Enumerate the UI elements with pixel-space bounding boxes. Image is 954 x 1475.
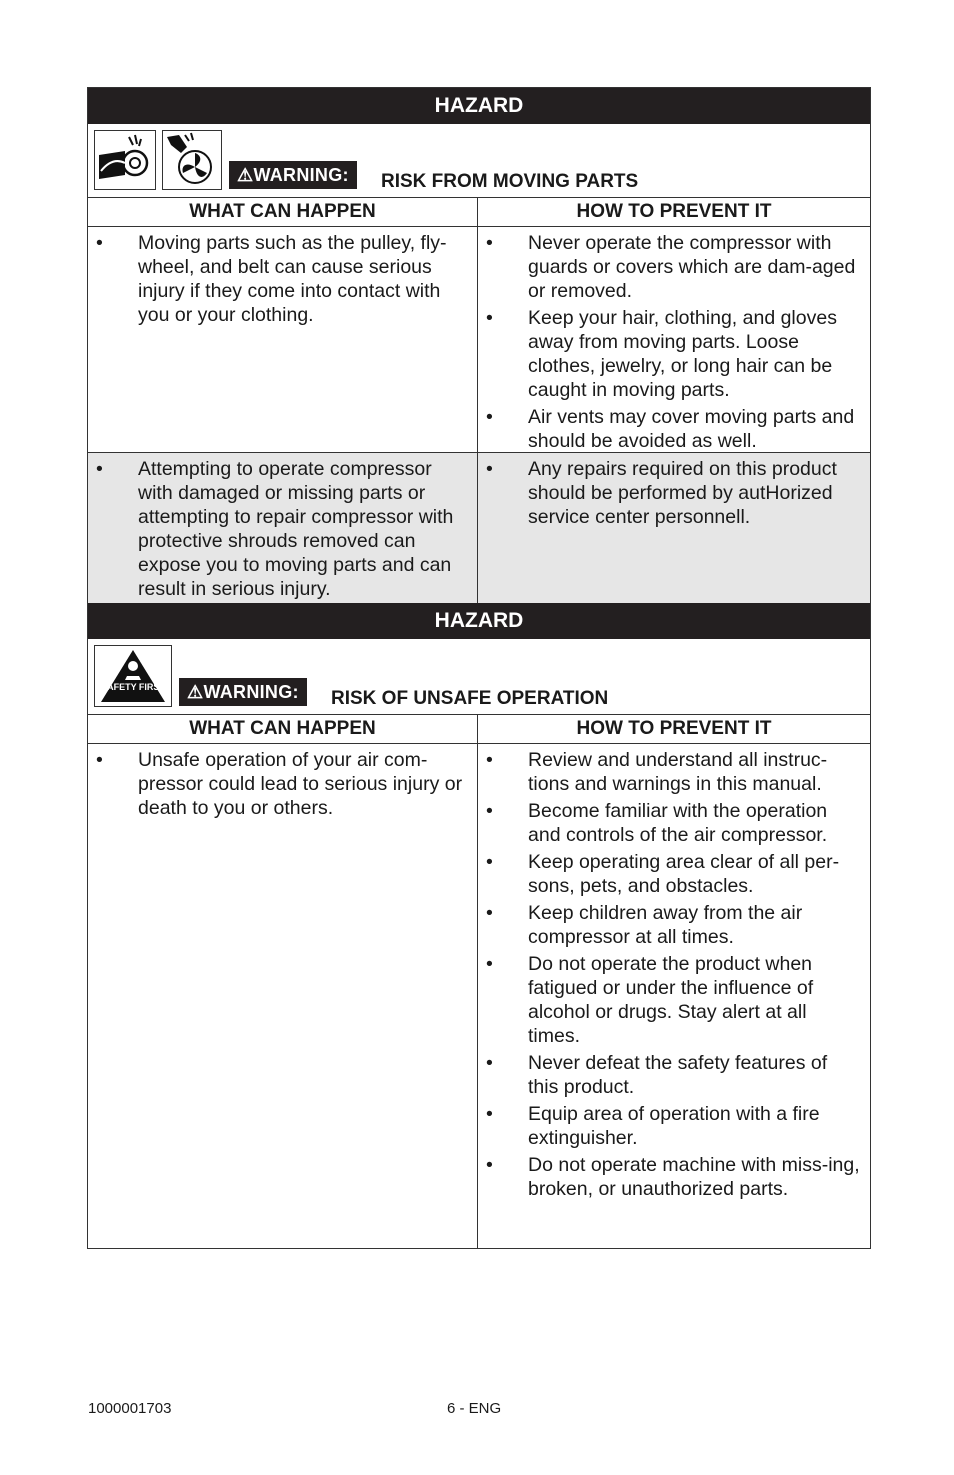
hazard-table	[87, 87, 871, 1249]
col-how-to-prevent: HOW TO PREVENT IT	[576, 201, 772, 222]
list-item: • Unsafe operation of your air com-pressor could lead to serious injury or death to you or others.	[88, 748, 477, 820]
list-item: • Review and understand all instruc-tions and warnings in this manual.	[478, 748, 870, 796]
alert-triangle-icon: ⚠	[237, 165, 254, 185]
risk-title: RISK FROM MOVING PARTS	[381, 171, 639, 192]
table-row	[88, 227, 870, 453]
safety-icon-text: SAFETY FIRST	[101, 682, 165, 692]
list-item: • Attempting to operate compressor with damaged or missing parts or attempting to repair compressor with protective shrouds removed can expose you to moving parts and can result in serious injury.	[88, 457, 477, 601]
alert-triangle-icon: ⚠	[187, 682, 204, 702]
fan-blade-hand-icon	[162, 130, 222, 190]
list-item: • Moving parts such as the pulley, fly-wheel, and belt can cause serious injury if they come into contact with you or your clothing.	[88, 231, 477, 327]
prevent-cell	[478, 227, 870, 452]
doc-number: 1000001703	[88, 1400, 172, 1417]
happen-cell	[88, 744, 477, 1248]
list-item: • Keep your hair, clothing, and gloves away from moving parts. Loose clothes, jewelry, or long hair can be caught in moving parts.	[478, 306, 870, 402]
list-item: • Keep children away from the air compressor at all times.	[478, 901, 870, 949]
list-item: • Do not operate machine with miss-ing, broken, or unauthorized parts.	[478, 1153, 870, 1201]
warning-row-unsafe-operation	[88, 639, 870, 715]
safety-first-icon	[94, 645, 172, 707]
pulley-entanglement-icon	[94, 130, 156, 190]
table-row	[88, 453, 870, 603]
list-item: • Air vents may cover moving parts and should be avoided as well.	[478, 405, 870, 453]
happen-cell	[88, 227, 477, 452]
table-row	[88, 744, 870, 1248]
list-item: • Never defeat the safety features of this product.	[478, 1051, 870, 1099]
column-divider	[477, 198, 478, 603]
col-what-can-happen: WHAT CAN HAPPEN	[189, 201, 376, 222]
warning-badge: ⚠WARNING:	[229, 161, 357, 189]
hazard-header-unsafe-operation: HAZARD	[88, 603, 870, 639]
warning-row-moving-parts	[88, 124, 870, 198]
list-item: • Never operate the compressor with guards or covers which are dam-aged or removed.	[478, 231, 870, 303]
column-headers	[88, 198, 870, 227]
column-headers	[88, 715, 870, 744]
hazard-header-moving-parts: HAZARD	[88, 88, 870, 124]
risk-title: RISK OF UNSAFE OPERATION	[331, 688, 609, 709]
col-what-can-happen: WHAT CAN HAPPEN	[189, 718, 376, 739]
page-number: 6 - ENG	[447, 1400, 502, 1417]
warning-badge: ⚠WARNING:	[179, 678, 307, 706]
list-item: • Do not operate the product when fatigued or under the influence of alcohol or drugs. Stay alert at all times.	[478, 952, 870, 1048]
list-item: • Any repairs required on this product should be performed by autHorized service center personnell.	[478, 457, 870, 529]
happen-cell	[88, 453, 477, 603]
prevent-cell	[478, 453, 870, 603]
prevent-cell	[478, 744, 870, 1248]
column-divider	[477, 715, 478, 1248]
col-how-to-prevent: HOW TO PREVENT IT	[576, 718, 772, 739]
list-item: • Equip area of operation with a fire extinguisher.	[478, 1102, 870, 1150]
list-item: • Become familiar with the operation and controls of the air compressor.	[478, 799, 870, 847]
list-item: • Keep operating area clear of all per-sons, pets, and obstacles.	[478, 850, 870, 898]
